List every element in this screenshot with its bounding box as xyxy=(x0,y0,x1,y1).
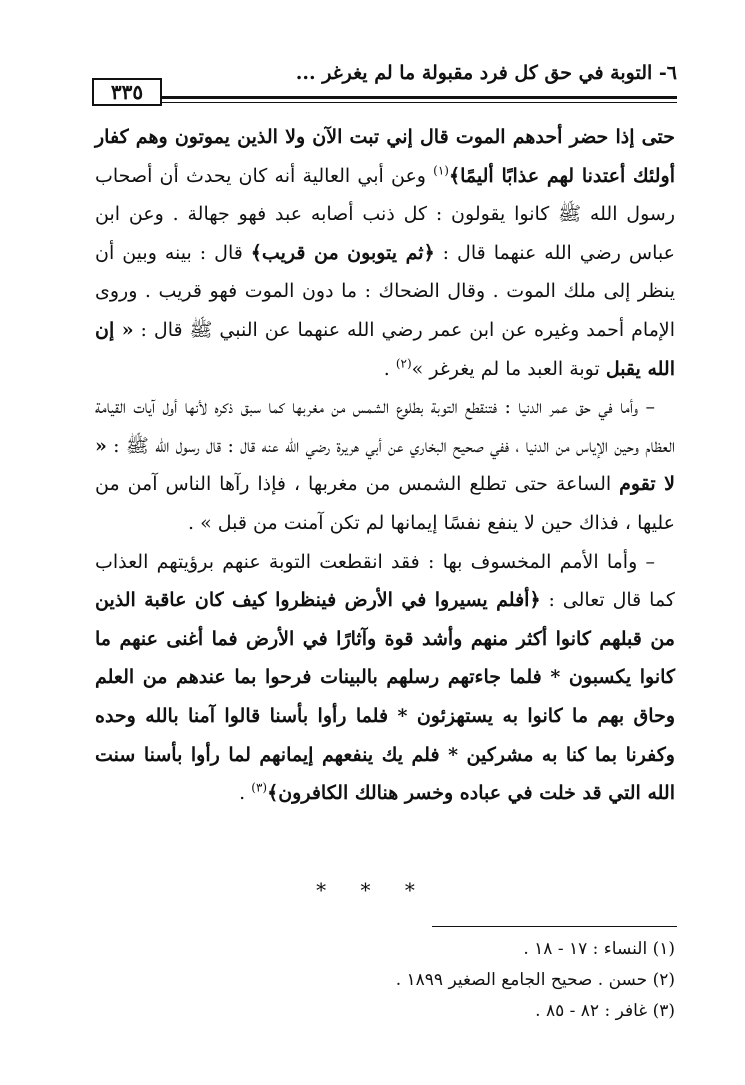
text-run: توبة العبد ما لم يغرغر » xyxy=(411,357,606,380)
paragraph-1 xyxy=(95,118,675,388)
footnote-rule xyxy=(432,926,677,927)
quran-quote: ﴿ثم يتوبون من قريب﴾ xyxy=(250,241,435,264)
text-run: الساعة حتى تطلع الشمس من مغربها ، فإذا رآها الناس آمن من عليها ، فذاك حين لا ينفع نفسًا إيمانها لم تكن آمنت من قبل » . xyxy=(95,473,675,534)
footnote-2: (٢) حسن . صحيح الجامع الصغير ١٨٩٩ . xyxy=(395,970,675,990)
footnotes xyxy=(175,934,675,1027)
header-rule-thick xyxy=(162,96,677,99)
paragraph-3 xyxy=(95,543,675,813)
main-text xyxy=(95,118,675,813)
hadith-quote: « إن الله يقبل xyxy=(95,318,675,380)
text-run: . xyxy=(239,782,252,805)
text-run: – وأما في حق عمر الدنيا : فتنقطع التوبة بطلوع الشمس من مغربها كما سبق ذكره لأنها أول آيات القيامة العظام وحين الإياس من الدنيا ، ففي صحيح البخاري عن أبي هريرة رضي الله عنه قال : قال رسول الله ﷺ : xyxy=(95,396,675,457)
footnote-ref-1: (١) xyxy=(433,163,449,178)
page-number: ٣٣٥ xyxy=(92,78,162,106)
footnote-1: (١) النساء : ١٧ - ١٨ . xyxy=(523,939,675,959)
page-header xyxy=(92,60,677,110)
paragraph-2 xyxy=(95,388,675,542)
text-run: وعن أبي العالية أنه كان يحدث أن أصحاب رسول الله ﷺ كانوا يقولون : كل ذنب أصابه عبد فهو جهالة . وعن ابن عباس رضي الله عنهما قال : xyxy=(95,164,675,264)
text-run: . xyxy=(383,357,396,380)
footnote-ref-2: (٢) xyxy=(395,356,412,371)
text-run: – وأما الأمم المخسوف بها : فقد انقطعت التوبة عنهم برؤيتهم العذاب كما قال تعالى : xyxy=(95,550,675,612)
section-separator: * * * xyxy=(316,878,429,902)
footnote-3: (٣) غافر : ٨٢ - ٨٥ . xyxy=(535,1001,675,1021)
hadith-quote: « لا تقوم xyxy=(95,434,675,496)
header-rule-thin xyxy=(162,102,677,103)
quran-quote: حتى إذا حضر أحدهم الموت قال إني تبت الآن ولا الذين يموتون وهم كفار أولئك أعتدنا لهم عذابًا أليمًا﴾ xyxy=(95,126,675,187)
quran-quote: ﴿أفلم يسيروا في الأرض فينظروا كيف كان عاقبة الذين من قبلهم كانوا أكثر منهم وأشد قوة وآثارًا في الأرض فما أغنى عنهم ما كانوا يكسبون * فلما جاءتهم رسلهم بالبينات فرحوا بما عندهم من العلم وحاق بهم ما كانوا به يستهزئون * فلما رأوا بأسنا قالوا آمنا بالله وحده وكفرنا بما كنا به مشركين * فلم يك ينفعهم إيمانهم لما رأوا بأسنا سنت الله التي قد خلت في عباده وخسر هنالك الكافرون﴾ xyxy=(95,589,675,805)
running-title: ٦- التوبة في حق كل فرد مقبولة ما لم يغرغر ... xyxy=(295,62,677,84)
text-run: قال : بينه وبين أن ينظر إلى ملك الموت . وقال الضحاك : ما دون الموت فهو قريب . وروى الإمام أحمد وغيره عن ابن عمر رضي الله عنهما عن النبي ﷺ قال : xyxy=(95,241,675,341)
footnote-ref-3: (٣) xyxy=(251,780,268,795)
